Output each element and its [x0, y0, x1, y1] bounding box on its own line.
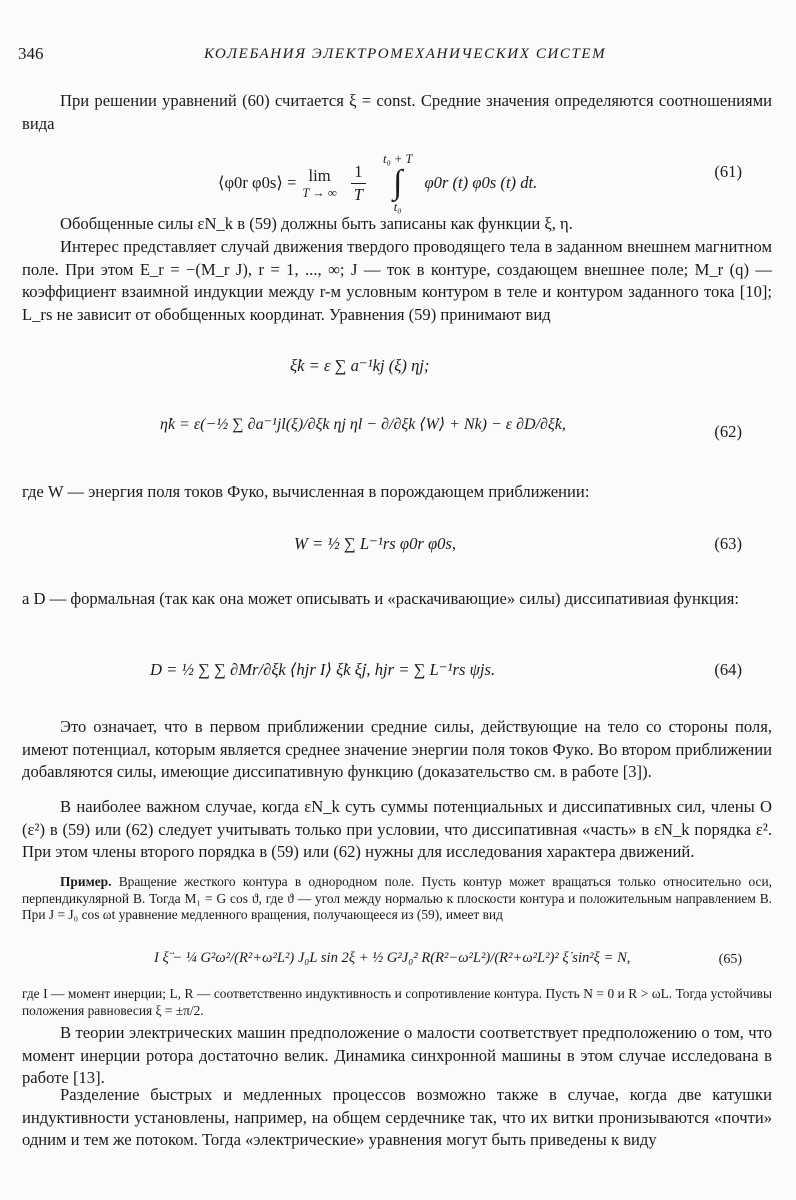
- eq64-formula: D = ½ ∑ ∑ ∂Mr/∂ξk ⟨hjr I⟩ ξ̇k ξ̇j, hjr = ∑ L⁻¹rs ψjs.: [150, 660, 496, 679]
- eq61-integrand: φ0r (t) φ0s (t) dt.: [424, 173, 538, 192]
- eq62-number: (62): [714, 422, 742, 441]
- eq63-formula: W = ½ ∑ L⁻¹rs φ0r φ0s,: [294, 534, 457, 553]
- eq63-number: (63): [714, 534, 742, 553]
- eq61-int-lower: t₀: [393, 200, 402, 214]
- example-text: Вращение жесткого контура в однородном поле. Пусть контур может вращаться только относительно оси, перпендикулярной B. Тогда M₁ = G cos ϑ, где ϑ — угол между нормалью к плоскости контура и положительным направлением B. При J = J₀ cos ωt уравнение медленного вращения, получающееся из (59), имеет вид: [22, 874, 772, 923]
- equation-62: [0, 340, 796, 470]
- eq61-frac-num: 1: [351, 162, 365, 183]
- equation-63: [0, 510, 796, 584]
- eq65-formula: I ξ̈ − ¼ G²ω²/(R²+ω²L²) J₀L sin 2ξ + ½ G²J₀² R(R²−ω²L²)/(R²+ω²L²)² ξ̇ sin²ξ = N,: [154, 950, 631, 966]
- equation-64: [0, 636, 796, 708]
- paragraph-5: а D — формальная (так как она может описывать и «раскачивающие» силы) диссипативиая функция:: [22, 589, 739, 608]
- example-block: [22, 874, 772, 924]
- eq62-line2: η̇k = ε(−½ ∑ ∂a⁻¹jl(ξ)/∂ξk ηj ηl − ∂/∂ξk ⟨W⟩ + Nk) − ε ∂D/∂ξ̇k,: [160, 416, 566, 433]
- eq61-lim-sub: T → ∞: [302, 186, 337, 200]
- page-header: [18, 44, 778, 66]
- eq65-number: (65): [718, 952, 742, 967]
- eq61-lhs: ⟨φ0r φ0s⟩ =: [218, 173, 297, 192]
- paragraph-7: В наиболее важном случае, когда εN_k суть суммы потенциальных и диссипативных сил, члены O (ε²) в (59) или (62) следует учитывать только при условии, что диссипативная «часть» в εN_k порядка ε². При этом члены второго порядка в (59) или (62) нужны для исследования характера движений.: [22, 797, 772, 862]
- eq61-lim: lim: [308, 166, 331, 185]
- paragraph-6: Это означает, что в первом приближении средние силы, действующие на тело со стороны поля, имеют потенциал, которым является среднее значение энергии поля токов Фуко. Во втором приближении добавляются силы, имеющие диссипативную функцию (доказательство см. в работе [3]).: [22, 717, 772, 782]
- paragraph-9: Разделение быстрых и медленных процессов возможно также в случае, когда две катушки индуктивности установлены, например, на общем сердечнике так, что их витки пронизываются «почти» одним и тем же потоком. Тогда «электрические» уравнения могут быть приведены к виду: [22, 1085, 772, 1150]
- page-number: 346: [18, 44, 44, 63]
- integral-sign: ∫: [393, 164, 403, 201]
- running-title: КОЛЕБАНИЯ ЭЛЕКТРОМЕХАНИЧЕСКИХ СИСТЕМ: [204, 46, 607, 62]
- paragraph-2: Обобщенные силы εN_k в (59) должны быть записаны как функции ξ, η.: [60, 214, 573, 233]
- paragraph-8: В теории электрических машин предположение о малости соответствует предположению о том, что момент инерции ротора достаточно велик. Динамика синхронной машины в этом случае исследована в работе [13].: [22, 1023, 772, 1088]
- eq61-frac-den: T: [353, 184, 363, 204]
- paragraph-1: При решении уравнений (60) считается ξ = const. Средние значения определяются соотношениями вида: [22, 91, 772, 133]
- eq61-number: (61): [714, 162, 742, 181]
- eq61-int-upper: t₀ + T: [382, 152, 413, 166]
- equation-61: [0, 138, 796, 214]
- equation-65: [0, 938, 796, 984]
- eq64-number: (64): [714, 660, 742, 679]
- paragraph-3: Интерес представляет случай движения твердого проводящего тела в заданном внешнем магнитном поле. При этом E_r = −(M_r J), r = 1, ..., ∞; J — ток в контуре, создающем внешнее поле; M_r (q) — коэффициент взаимной индукции между r-м условным контуром в теле и контуром заданного тока [10]; L_rs не зависит от обобщенных координат. Уравнения (59) принимают вид: [22, 237, 772, 324]
- example-after: где I — момент инерции; L, R — соответственно индуктивность и сопротивление контура. Пусть N = 0 и R > ωL. Тогда устойчивы положения равновесия ξ = ±π/2.: [22, 986, 772, 1018]
- paragraph-4: где W — энергия поля токов Фуко, вычисленная в порождающем приближении:: [22, 482, 590, 501]
- eq62-line1: ξ̇k = ε ∑ a⁻¹kj (ξ) ηj;: [290, 356, 430, 375]
- example-lead: Пример.: [60, 874, 112, 889]
